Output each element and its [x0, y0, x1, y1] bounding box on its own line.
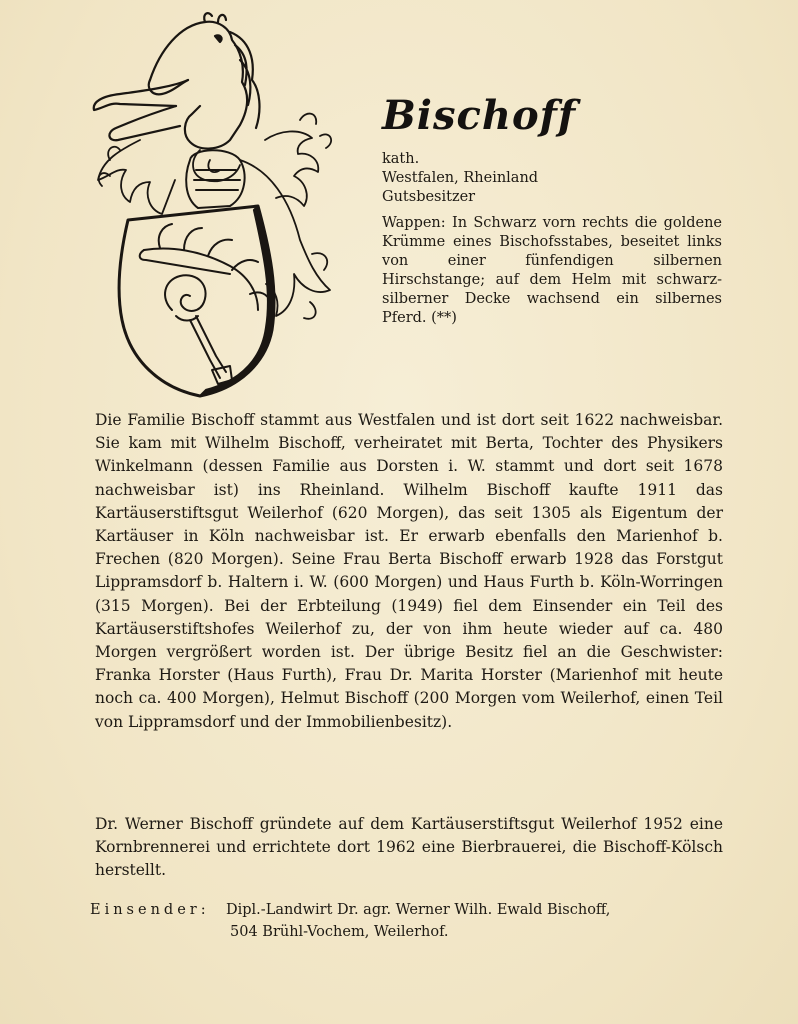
- paragraph-2: Dr. Werner Bischoff gründete auf dem Kartäuserstiftsgut Weilerhof 1952 eine Kornbrennerei und errichtete dort 1962 eine Bierbrauerei, die Bischoff-Kölsch herstellt.: [95, 814, 723, 879]
- brewery-paragraph: [95, 797, 723, 898]
- entry-header: [382, 90, 762, 207]
- sender-line-2: 504 Brühl-Vochem, Weilerhof.: [230, 924, 449, 940]
- coat-of-arms-illustration: [80, 10, 340, 400]
- sender-line-1: Dipl.-Landwirt Dr. agr. Werner Wilh. Ewald Bischoff,: [226, 902, 611, 918]
- region-text: Westfalen, Rheinland: [382, 170, 539, 186]
- horse-crest-icon: [94, 13, 260, 148]
- occupation-text: Gutsbesitzer: [382, 189, 476, 205]
- paragraph-1: Die Familie Bischoff stammt aus Westfalen und ist dort seit 1622 nachweisbar. Sie kam mit Wilhelm Bischoff, verheiratet mit Berta, Tochter des Physikers Winkelmann (dessen Familie aus Dorsten i. W. stammt und dort seit 1678 nachweisbar ist) ins Rheinland. Wilhelm Bischoff kaufte 1911 das Kartäuserstiftsgut Weilerhof (620 Morgen), das seit 1305 als Eigentum der Kartäuser in Köln nachweisbar ist. Er erwarb ebenfalls den Marienhof b. Frechen (820 Morgen). Seine Frau Berta Bischoff erwarb 1928 das Forstgut Lippramsdorf b. Haltern i. W. (600 Morgen) und Haus Furth b. Köln-Worringen (315 Morgen). Bei der Erbteilung (1949) fiel dem Einsender ein Teil des Kartäuserstiftshofes Weilerhof zu, der von ihm heute wieder auf ca. 480 Morgen vergrößert worden ist. Der übrige Besitz fiel an die Geschwister: Franka Horster (Haus Furth), Frau Dr. Marita Horster (Marienhof mit heute noch ca. 400 Morgen), Helmut Bischoff (200 Morgen vom Weilerhof, einen Teil von Lippramsdorf und der Immobilienbesitz).: [95, 411, 723, 731]
- crozier-icon: [165, 275, 232, 384]
- blazon-description: Wappen: In Schwarz vorn rechts die goldene Krümme eines Bischofsstabes, beseitet links von einer fünfendigen silbernen Hirschstange; auf dem Helm mit schwarz-silberner Decke wachsend ein silbernes Pferd. (**): [382, 215, 722, 326]
- confession-text: kath.: [382, 151, 420, 167]
- mantling-icon: [98, 114, 331, 319]
- family-history-paragraph: [95, 409, 723, 734]
- sender-label: Einsender:: [90, 902, 210, 918]
- family-name-title: Bischoff: [382, 92, 577, 139]
- sender-block: [90, 899, 730, 943]
- shield-icon: [119, 206, 274, 396]
